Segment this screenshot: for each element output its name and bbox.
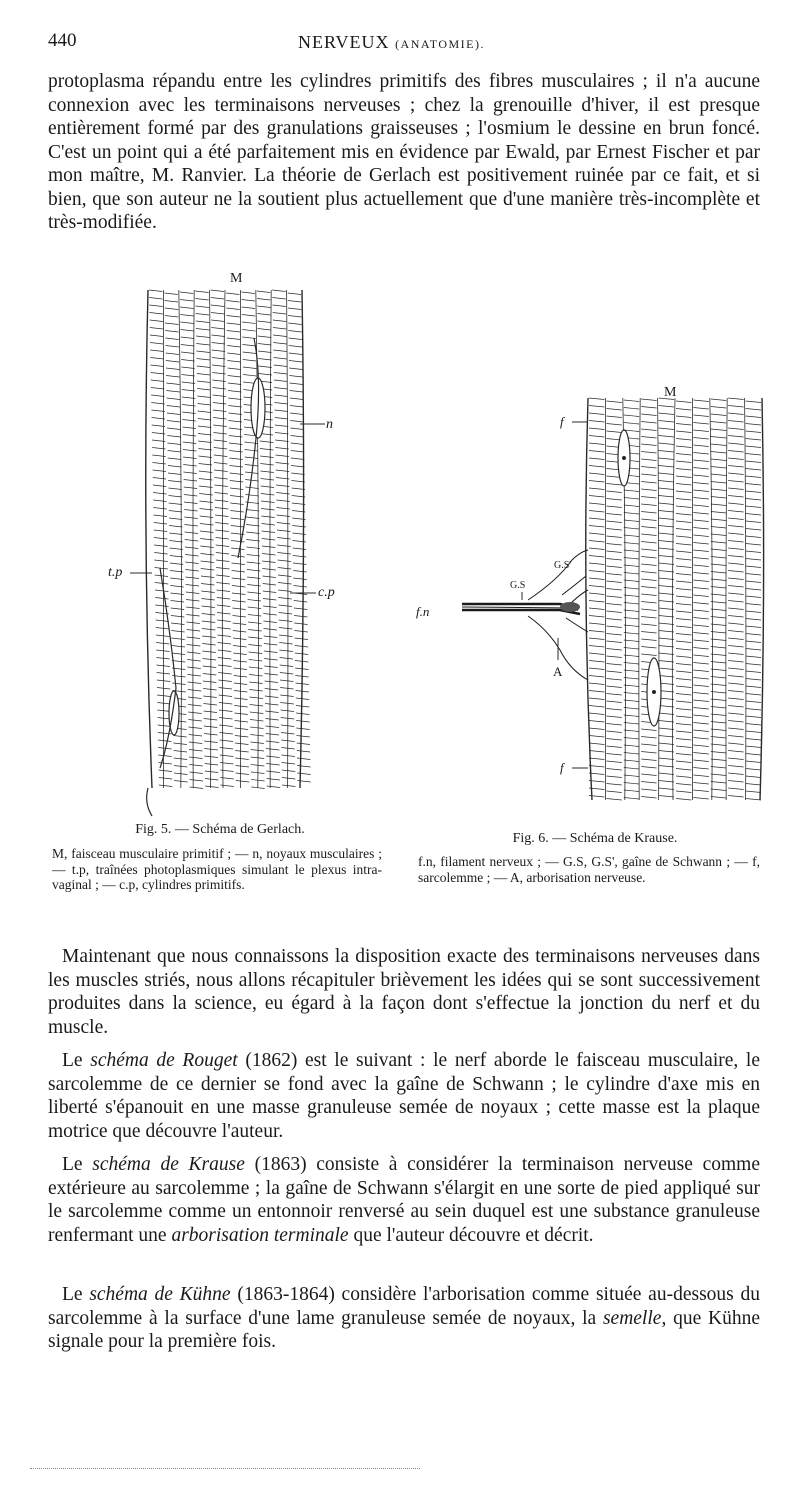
page-header xyxy=(48,30,758,58)
krause-text-1: (1863) consiste à considérer la terminaison nerveuse comme extérieure au sarcolemme ; la gaîne de Schwann s'élargit en une sorte de pied appliqué sur le sarcolemme comme un entonnoir renversé au sein duquel est une substance granuleuse renfermant une xyxy=(48,1154,760,1246)
krause-text-2: que l'auteur découvre et décrit. xyxy=(348,1224,594,1246)
fig6-label-GS2: G.S' xyxy=(554,560,572,571)
fig6-label-M: M xyxy=(664,385,677,400)
krause-lead: Le xyxy=(62,1154,93,1175)
muscle-fibre xyxy=(586,398,764,800)
figure-5-caption-title: Fig. 5. — Schéma de Gerlach. xyxy=(135,822,305,837)
krause-scheme-name: schéma de Krause xyxy=(92,1154,245,1175)
paragraph-kuhne-scheme xyxy=(48,1283,760,1354)
running-title-main: NERVEUX xyxy=(298,32,390,52)
kuhne-text-1: (1863-1864) considère l'arborisation comme située au-dessous du sarcolemme à la surface d'une lame granuleuse semée de noyaux, la xyxy=(48,1284,760,1329)
kuhne-text-2: , que Kühne signale pour la première fois. xyxy=(48,1307,760,1352)
running-title xyxy=(298,32,485,53)
rouget-lead: Le xyxy=(62,1050,91,1071)
muscle-fibre xyxy=(146,290,311,816)
figure-6-krause-diagram xyxy=(410,380,770,820)
fig5-labels xyxy=(108,271,335,600)
figure-6-caption-text: f.n, filament nerveux ; — G.S, G.S', gaîne de Schwann ; — f, sarcolemme ; — A, arborisation nerveuse. xyxy=(418,854,760,885)
kuhne-lead: Le xyxy=(62,1284,90,1305)
fig6-label-A: A xyxy=(553,664,563,679)
fig6-label-GS: G.S xyxy=(510,580,526,591)
terminal-arborisation: arborisation terminale xyxy=(171,1224,349,1246)
page-number: 440 xyxy=(48,30,77,51)
semelle-term: semelle xyxy=(602,1307,662,1329)
paragraph-recapitulation: Maintenant que nous connaissons la disposition exacte des terminaisons nerveuses dans les muscles striés, nous allons récapituler brièvement les idées qui se sont successivement produites dans la science, eu égard à la façon dont s'effectue la jonction du nerf et du muscle. xyxy=(48,946,760,1038)
fig5-label-cp: c.p xyxy=(318,585,335,600)
fig5-label-M: M xyxy=(230,271,243,286)
running-title-sub: (ANATOMIE). xyxy=(395,37,485,51)
fig6-label-f-top: f xyxy=(560,414,564,429)
rouget-text: (1862) est le suivant : le nerf aborde le faisceau musculaire, le sarcolemme de ce dernier se fond avec la gaîne de Schwann ; le cylindre d'axe mis en liberté s'épanouit en une masse granuleuse semée de noyaux ; cette masse est la plaque motrice que découvre l'auteur. xyxy=(48,1050,760,1142)
fig6-label-fn: f.n xyxy=(416,604,430,619)
paragraph-rouget-scheme xyxy=(48,1049,760,1143)
footer-rule xyxy=(30,1468,420,1469)
paragraph-gerlach-theory: protoplasma répandu entre les cylindres primitifs des fibres musculaires ; il n'a aucune connexion avec les terminaisons nerveuses ; chez la grenouille d'hiver, il est presque entièrement formé par des granulations graisseuses ; l'osmium le dessine en brun foncé. C'est un point qui a été parfaitement mis en évidence par Ewald, par Ernest Fischer et par mon maître, M. Ranvier. La théorie de Gerlach est positivement ruinée par ce fait, et si bien, que son auteur ne la soutient plus actuellement que d'une manière très-incomplète et très-modifiée. xyxy=(48,71,760,233)
fig6-leader-lines xyxy=(522,422,588,768)
fig6-label-f-bottom: f xyxy=(560,760,564,775)
rouget-scheme-name: schéma de Rouget xyxy=(90,1050,238,1071)
fig5-label-n: n xyxy=(326,417,333,432)
kuhne-scheme-name: schéma de Kühne xyxy=(89,1284,231,1305)
figure-5-caption-text: M, faisceau musculaire primitif ; — n, noyaux musculaires ; — t.p, traînées photoplasmiques simulant le plexus intra-vaginal ; — c.p, cylindres primitifs. xyxy=(52,846,382,892)
figure-6-caption-title: Fig. 6. — Schéma de Krause. xyxy=(512,831,678,846)
fig5-label-tp: t.p xyxy=(108,565,123,580)
paragraph-krause-scheme xyxy=(48,1153,760,1247)
figure-5-gerlach-diagram xyxy=(108,268,370,818)
